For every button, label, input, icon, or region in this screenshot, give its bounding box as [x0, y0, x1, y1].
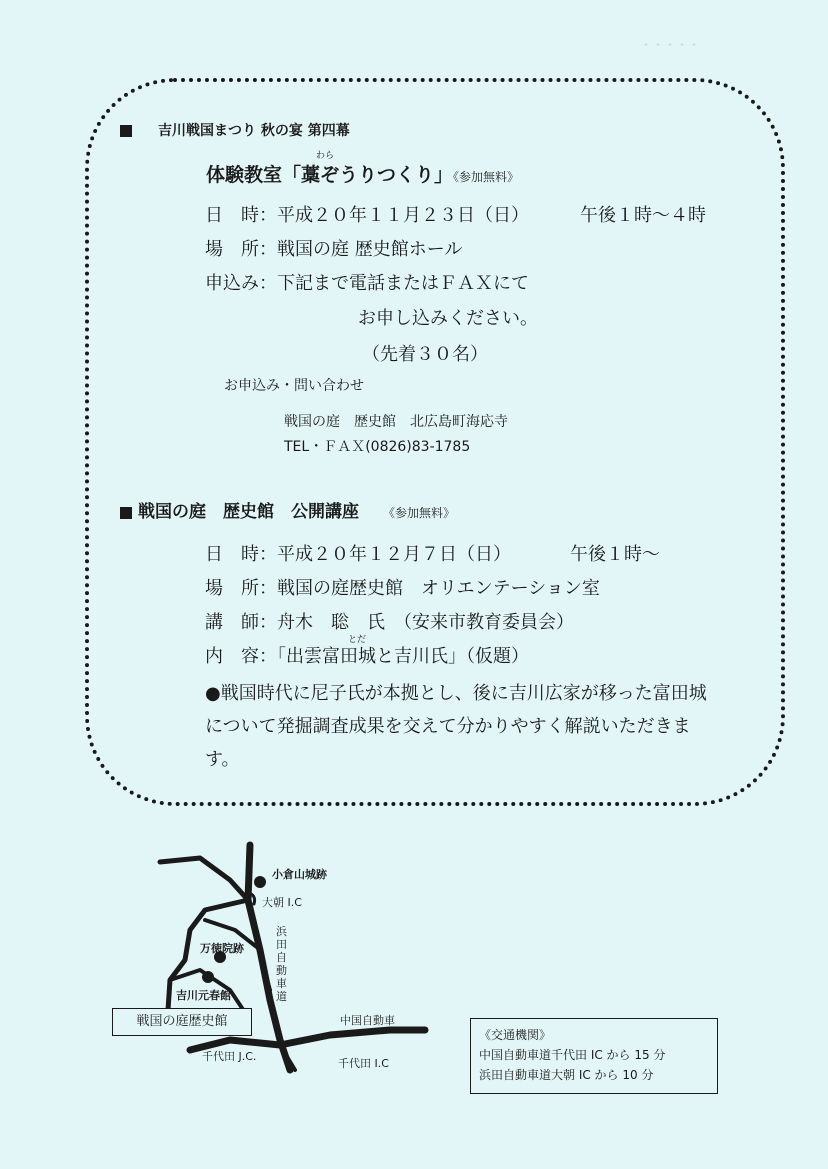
event2-header-row	[120, 497, 455, 522]
event1-fee: 《参加無料》	[453, 170, 520, 184]
event1-capacity: （先着３０名）	[362, 344, 488, 365]
event1-date-row	[205, 201, 529, 227]
transport-line1: 中国自動車道千代田 IC から 15 分	[479, 1048, 666, 1062]
event2-time: 午後１時～	[570, 544, 660, 565]
map-label-oasa-ic: 大朝 I.C	[262, 896, 302, 909]
event1-apply-value: 下記まで電話またはＦＡＸにて	[277, 273, 529, 294]
event2-description-line2: について発掘調査成果を交えて分かりやすく解説いただきま	[205, 716, 691, 737]
bleed-through-text: ・・・・・	[640, 38, 701, 52]
transport-box	[470, 1018, 718, 1094]
map-label-mantokuin: 万徳院跡	[200, 942, 244, 955]
event2-description-line1: ●戦国時代に尼子氏が本拠とし、後に吉川広家が移った富田城	[205, 683, 707, 704]
event2-content-row	[205, 642, 529, 668]
map-label-chiyoda-jc: 千代田 J.C.	[202, 1050, 257, 1063]
event2-content-value: 「出雲富田城と吉川氏」（仮題）	[277, 646, 529, 667]
ogurayama-marker-icon	[254, 876, 266, 888]
event1-apply-value2: お申し込みください。	[358, 308, 538, 329]
contact-heading: お申込み・問い合わせ	[224, 378, 364, 394]
event1-title-row	[206, 160, 519, 187]
map-label-ogurayama: 小倉山城跡	[272, 868, 327, 881]
event2-date-label: 日 時：	[205, 544, 277, 565]
event1-apply-row	[205, 269, 529, 295]
map-label-chiyoda-ic: 千代田 I.C	[338, 1057, 389, 1070]
event2-lecturer-row	[205, 608, 574, 634]
transport-heading: 《交通機関》	[479, 1028, 552, 1042]
bullet-square-icon	[120, 125, 132, 137]
event2-lecturer-label: 講 師：	[205, 612, 277, 633]
event1-date-label: 日 時：	[205, 205, 277, 226]
event1-place-value: 戦国の庭 歴史館ホール	[277, 239, 463, 260]
event2-place-value: 戦国の庭歴史館 オリエンテーション室	[277, 578, 600, 599]
contact-phone: TEL・ＦＡＸ(0826)83-1785	[284, 439, 471, 455]
bullet-square-icon	[120, 507, 132, 519]
contact-address: 戦国の庭 歴史館 北広島町海応寺	[284, 414, 508, 430]
content-ruby: とだ	[348, 635, 367, 645]
event2-lecturer-value: 舟木 聡 氏 （安来市教育委員会）	[277, 612, 574, 633]
transport-line2: 浜田自動車道大朝 IC から 10 分	[479, 1068, 654, 1082]
event1-apply-label: 申込み：	[205, 273, 277, 294]
event1-place-row	[205, 235, 462, 261]
map-label-museum: 戦国の庭歴史館	[112, 1008, 252, 1036]
event2-header: 戦国の庭 歴史館 公開講座	[138, 502, 359, 522]
map-label-kikkawa: 吉川元春館	[176, 989, 231, 1002]
map-label-hamada: 浜田自動車道	[276, 925, 287, 1003]
event1-title: 体験教室「藁ぞうりつくり」	[206, 164, 454, 186]
kikkawa-marker-icon	[202, 971, 214, 983]
event1-place-label: 場 所：	[205, 239, 277, 260]
event2-fee: 《参加無料》	[383, 506, 456, 520]
event1-time: 午後１時～４時	[580, 205, 706, 226]
event2-content-label: 内 容：	[205, 646, 277, 667]
event2-date-row	[205, 540, 511, 566]
event2-description-line3: す。	[205, 749, 240, 770]
event1-header: 吉川戦国まつり 秋の宴 第四幕	[120, 120, 350, 140]
event2-place-row	[205, 574, 600, 600]
map-label-chugoku: 中国自動車	[340, 1014, 395, 1027]
event2-place-label: 場 所：	[205, 578, 277, 599]
event2-date-value: 平成２０年１２月７日（日）	[277, 544, 511, 565]
event1-date-value: 平成２０年１１月２３日（日）	[277, 205, 529, 226]
title-ruby: わら	[316, 151, 335, 161]
